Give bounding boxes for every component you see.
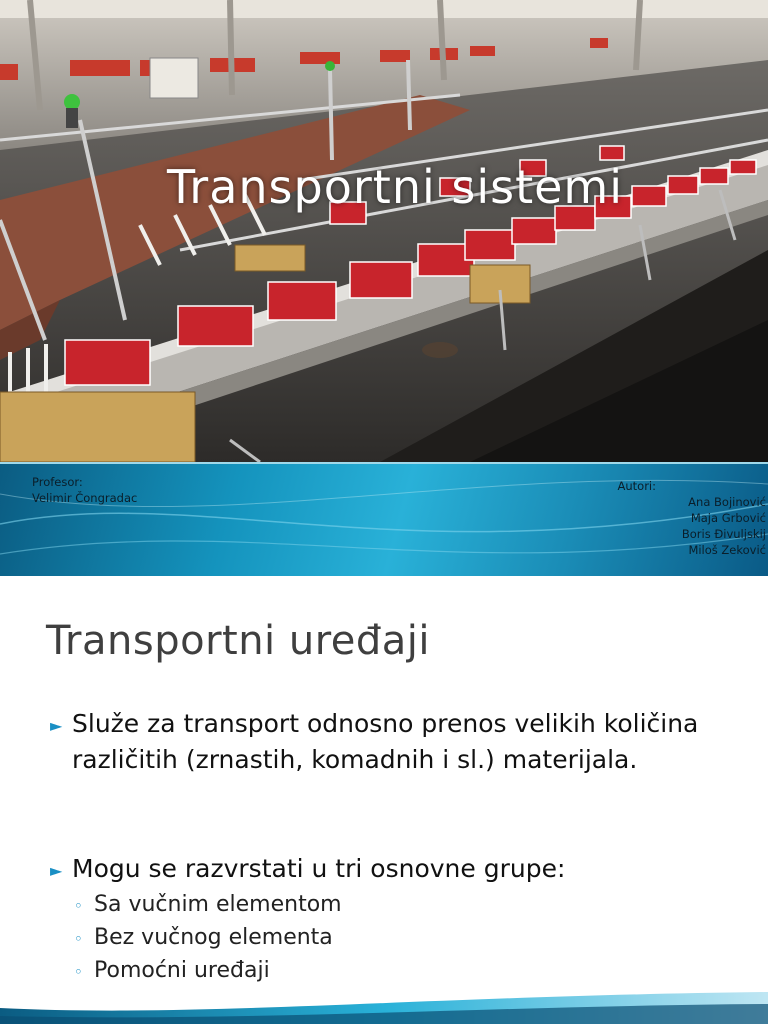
sub-bullet-item	[74, 954, 270, 989]
sub-bullet-text: Pomoćni uređaji	[94, 958, 270, 983]
bullet-text: Služe za transport odnosno prenos velikih količina različitih (zrnastih, komadnih i sl.) materijala.	[72, 709, 699, 774]
bullet-item	[50, 851, 740, 887]
bullet-arrow-icon: ►	[50, 716, 63, 735]
sub-bullet-item	[74, 888, 342, 923]
author-name: Ana Bojinović	[688, 495, 766, 509]
presentation-title: Transportni sistemi	[166, 160, 624, 214]
bullet-text: Mogu se razvrstati u tri osnovne grupe:	[72, 854, 566, 883]
authors-label: Autori:	[617, 479, 656, 493]
professor-name: Velimir Čongradac	[32, 491, 138, 505]
sub-bullet-text: Bez vučnog elementa	[94, 925, 333, 950]
circle-bullet-icon: ◦	[74, 963, 83, 981]
author-name: Boris Đivuljskij	[681, 527, 766, 541]
sub-bullet-text: Sa vučnim elementom	[94, 892, 342, 917]
author-name: Maja Grbović	[690, 511, 766, 525]
slide-title: Transportni uređaji	[46, 618, 431, 664]
sub-bullet-item	[74, 921, 333, 956]
content-slide	[0, 576, 768, 1024]
author-name: Miloš Zeković	[688, 543, 766, 557]
authors-band	[0, 462, 768, 576]
bullet-arrow-icon: ►	[50, 861, 63, 880]
conveyor-photo	[0, 0, 768, 462]
professor-block	[32, 474, 137, 506]
professor-label: Profesor:	[32, 475, 83, 489]
bottom-wave-decoration	[0, 988, 768, 1024]
circle-bullet-icon: ◦	[74, 897, 83, 915]
circle-bullet-icon: ◦	[74, 930, 83, 948]
authors-block	[618, 478, 767, 558]
bullet-item	[50, 706, 740, 778]
